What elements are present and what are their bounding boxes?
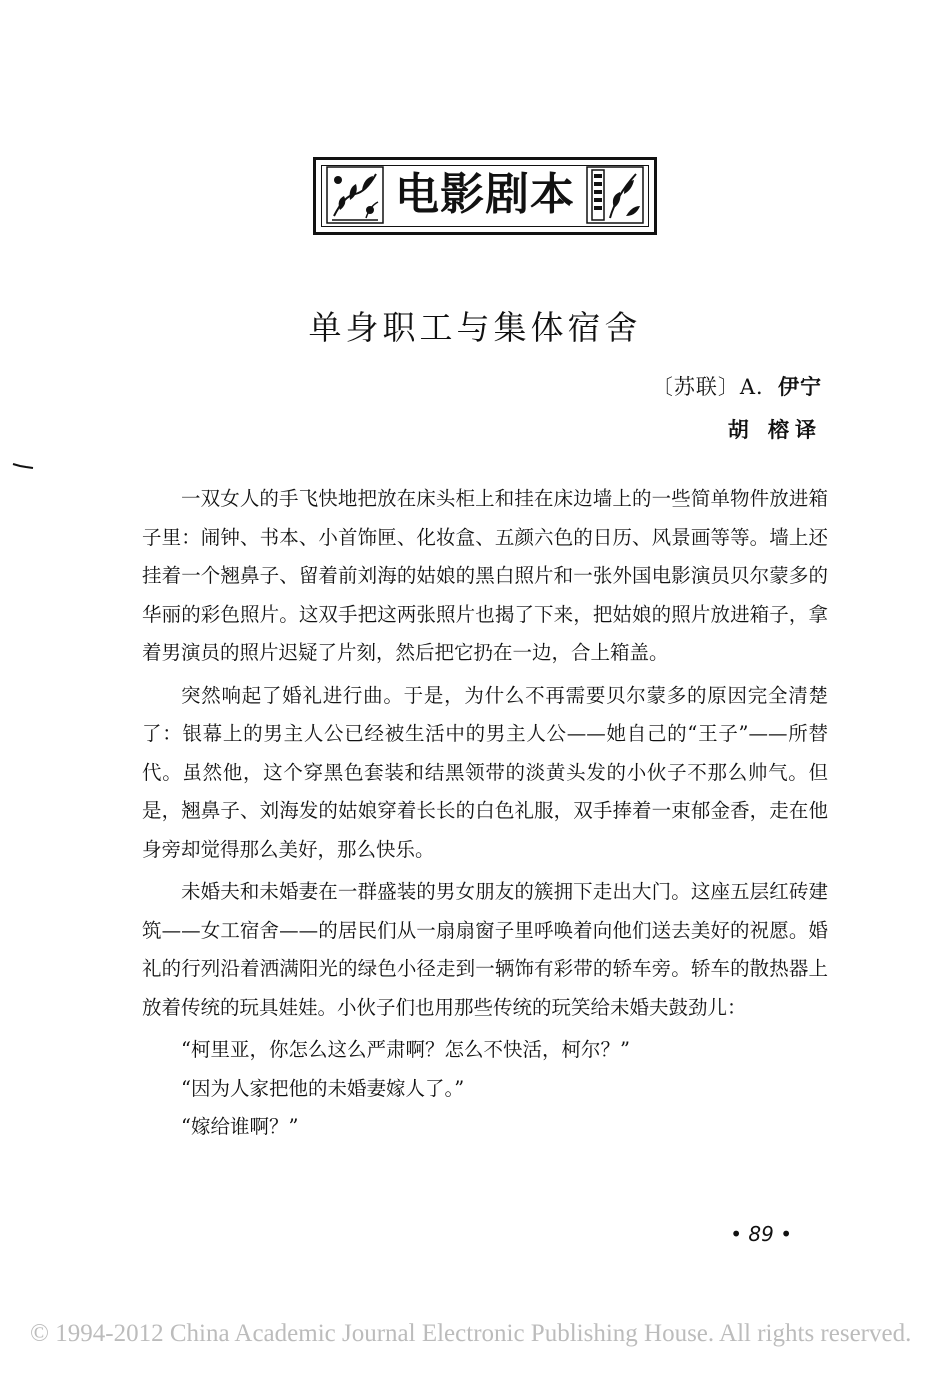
body-text [142, 480, 828, 1147]
copyright-notice: © 1994-2012 China Academic Journal Electronic Publishing House. All rights reserved. [30, 1320, 912, 1347]
dialogue-line: “柯里亚，你怎么这么严肃啊？怎么不快活，柯尔？” [181, 1038, 630, 1061]
translator-line: 胡 榕译 [727, 417, 822, 442]
author-line [652, 371, 822, 401]
film-reel-ornament-icon [586, 166, 644, 224]
article-title: 单身职工与集体宿舍 [308, 308, 642, 348]
dialogue-line: “因为人家把他的未婚妻嫁人了。” [181, 1076, 465, 1100]
margin-mark-icon [12, 462, 34, 470]
dialogue-line: “嫁给谁啊？” [181, 1115, 299, 1138]
paragraph: 突然响起了婚礼进行曲。于是，为什么不再需要贝尔蒙多的原因完全清楚了：银幕上的男主人公已经被生活中的男主人公——她自己的“王子”——所替代。虽然他，这个穿黑色套装和结黑领带的淡黄头发的小伙子不那么帅气。但是，翘鼻子、刘海发的姑娘穿着长长的白色礼服，双手捧着一束郁金香，走在他身旁却觉得那么美好，那么快乐。 [142, 683, 828, 861]
paragraph: 一双女人的手飞快地把放在床头柜上和挂在床边墙上的一些简单物件放进箱子里：闹钟、书本、小首饰匣、化妆盒、五颜六色的日历、风景画等等。墙上还挂着一个翘鼻子、留着前刘海的姑娘的黑白照片和一张外国电影演员贝尔蒙多的华丽的彩色照片。这双手把这两张照片也揭了下来，把姑娘的照片放进箱子，拿着男演员的照片迟疑了片刻，然后把它扔在一边，合上箱盖。 [142, 487, 828, 664]
author-name: 伊宁 [778, 374, 822, 399]
paragraph: 未婚夫和未婚妻在一群盛装的男女朋友的簇拥下走出大门。这座五层红砖建筑——女工宿舍——的居民们从一扇扇窗子里呼唤着向他们送去美好的祝愿。婚礼的行列沿着洒满阳光的绿色小径走到一辆饰有彩带的轿车旁。轿车的散热器上放着传统的玩具娃娃。小伙子们也用那些传统的玩笑给未婚夫鼓劲儿： [142, 880, 828, 1019]
page-number: • 89 • [730, 1222, 792, 1246]
author-prefix: 〔苏联〕A． [651, 375, 778, 399]
floral-ornament-icon [326, 166, 384, 224]
column-label: 电影剧本 [395, 169, 575, 220]
column-banner [313, 157, 657, 235]
